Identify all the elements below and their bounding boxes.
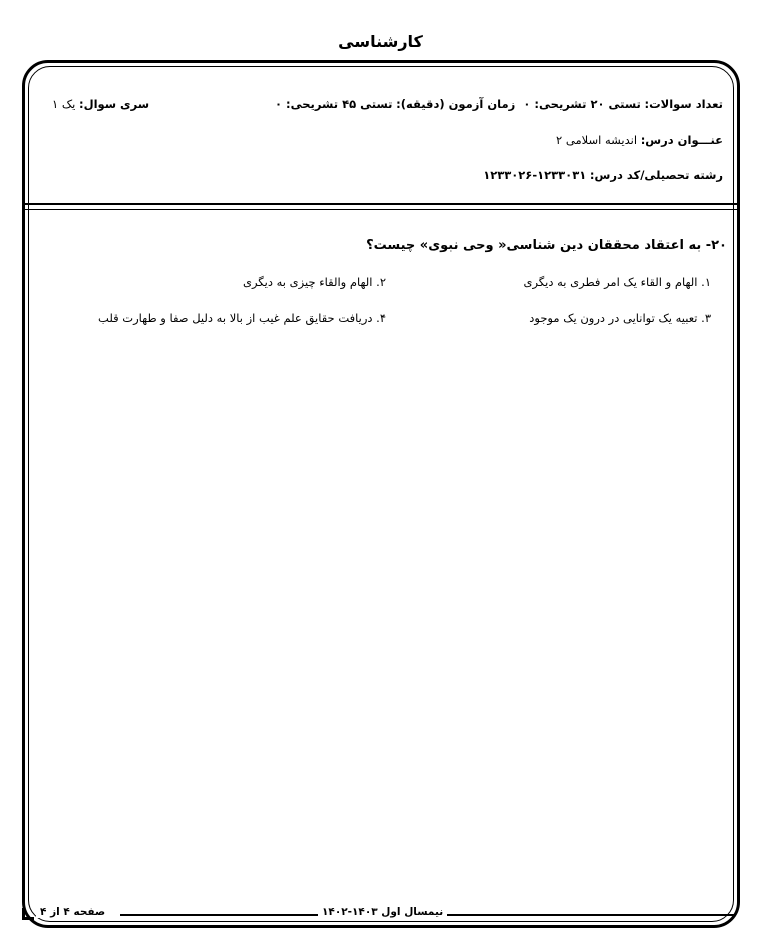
field-code bbox=[483, 168, 723, 182]
course-title bbox=[556, 133, 723, 147]
option-2: ۲. الهام والقاء چیزی به دیگری bbox=[242, 275, 386, 289]
questions-count-value: تستی ۲۰ تشریحی: ۰ bbox=[523, 97, 641, 111]
footer-corner-mark bbox=[22, 908, 34, 920]
footer-rule-right bbox=[445, 914, 735, 916]
exam-time-label: زمان آزمون (دقیقه): bbox=[396, 97, 516, 111]
exam-time bbox=[275, 97, 515, 111]
footer-semester: نیمسال اول ۱۴۰۳-۱۴۰۲ bbox=[318, 906, 447, 918]
exam-time-value: تستی ۴۵ تشریحی: ۰ bbox=[275, 97, 393, 111]
option-1: ۱. الهام و القاء یک امر فطری به دیگری bbox=[523, 275, 711, 289]
header-divider bbox=[25, 203, 737, 210]
option-4: ۴. دریافت حقایق علم غیب از بالا به دلیل صفا و طهارت قلب bbox=[98, 311, 386, 325]
series-label: سری سوال: bbox=[79, 97, 150, 111]
footer-rule-left bbox=[120, 914, 318, 916]
field-code-value: ۱۲۳۳۰۳۱-۱۲۳۳۰۲۶ bbox=[483, 168, 587, 182]
footer-page-number: صفحه ۴ از ۴ bbox=[36, 906, 109, 918]
question-series bbox=[52, 97, 149, 111]
course-title-value: اندیشه اسلامی ۲ bbox=[556, 133, 638, 147]
option-3: ۳. تعبیه یک توانایی در درون یک موجود bbox=[529, 311, 711, 325]
page-title: کارشناسی bbox=[338, 32, 423, 51]
page-frame-inner bbox=[28, 66, 734, 922]
field-code-label: رشته تحصیلی/کد درس: bbox=[589, 168, 723, 182]
course-title-label: عنـــوان درس: bbox=[640, 133, 723, 147]
series-value: یک ۱ bbox=[52, 97, 76, 111]
questions-count bbox=[523, 97, 723, 111]
questions-count-label: تعداد سوالات: bbox=[644, 97, 723, 111]
question-text: ۲۰- به اعتقاد محققان دین شناسی« وحی نبوی» چیست؟ bbox=[366, 238, 727, 253]
